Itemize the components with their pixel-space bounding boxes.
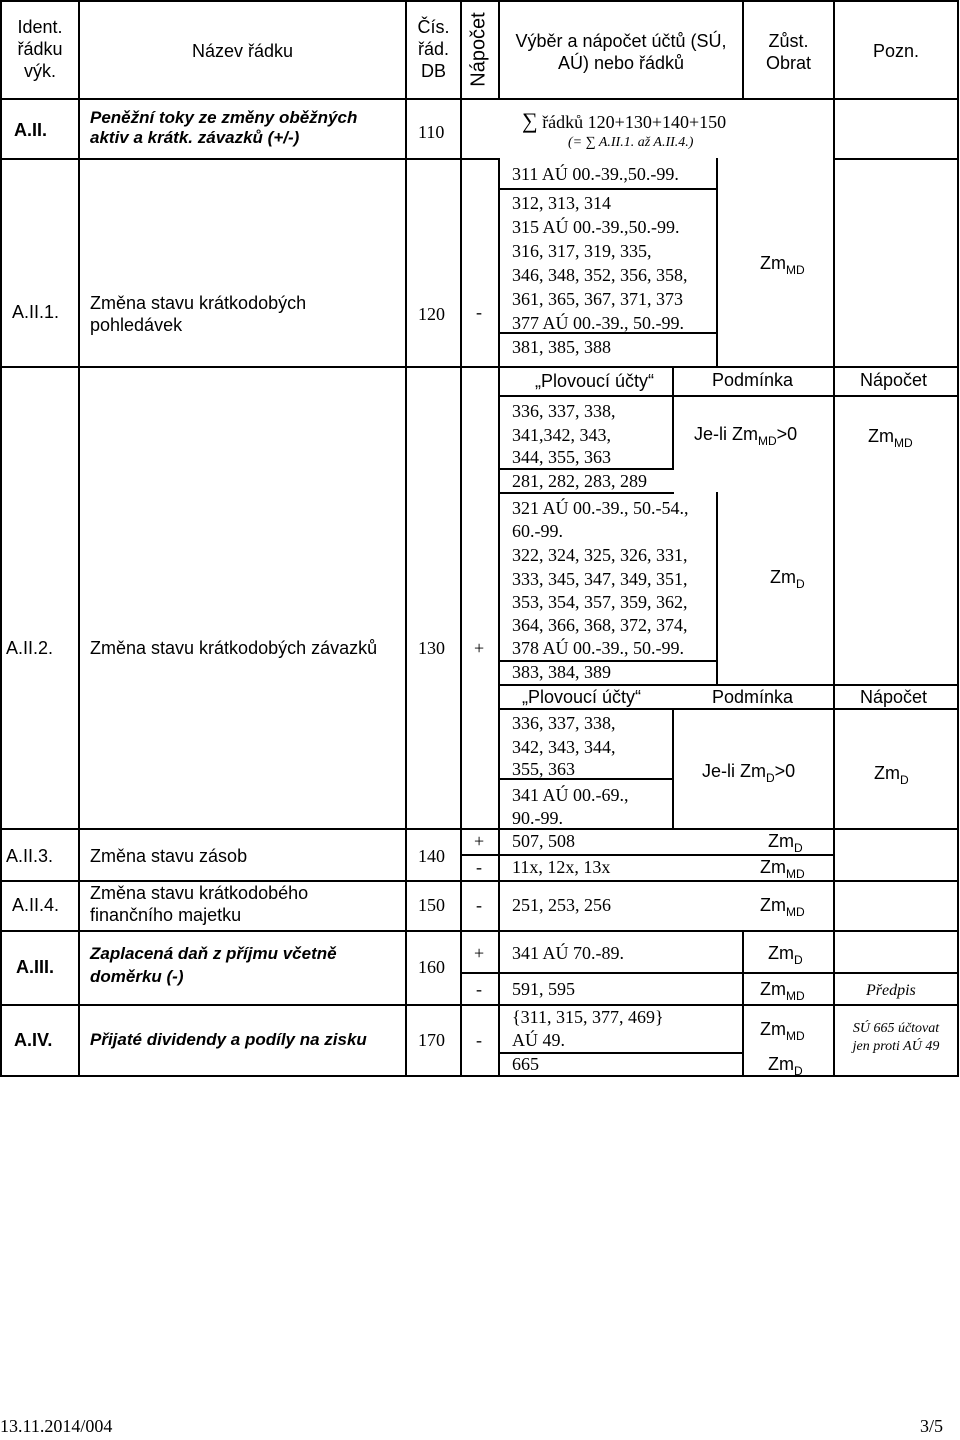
account-line: 364, 366, 368, 372, 374, [512, 615, 688, 635]
row-ident: A.II.2. [6, 638, 54, 658]
row-sign: + [474, 638, 485, 658]
row-name: Zaplacená daň z příjmu včetně doměrku (-) [90, 944, 337, 986]
balance-type: $Zm_{MD}$ [760, 1019, 805, 1043]
float-header-condition: Podmínka [712, 687, 794, 707]
note: SÚ 665 účtovat jen proti AÚ 49 [852, 1021, 940, 1054]
row-number: 170 [418, 1030, 445, 1050]
row-name: Peněžní toky ze změny oběžných aktiv a krátk. závazků (+/-) [90, 108, 358, 147]
header-napocet: Nápočet [467, 12, 490, 87]
float-header-condition: Podmínka [712, 370, 794, 390]
account-line: AÚ 49. [512, 1030, 565, 1050]
header-nazev: Název řádku [191, 41, 294, 61]
row-number: 140 [418, 846, 445, 866]
account-line: 315 AÚ 00.-39.,50.-99. [512, 217, 680, 237]
sigma-icon: ∑ [522, 108, 538, 133]
account-line: 377 AÚ 00.-39., 50.-99. [512, 313, 684, 333]
row-sign: + [474, 831, 485, 851]
account-line: 333, 345, 347, 349, 351, [512, 569, 688, 589]
account-line: 311 AÚ 00.-39.,50.-99. [512, 164, 679, 184]
row-name: Změna stavu krátkodobého finančního majetku [90, 883, 309, 925]
header-ident: Ident. řádku výk. [17, 17, 63, 81]
account-line: 353, 354, 357, 359, 362, [512, 592, 688, 612]
account-line: 381, 385, 388 [512, 337, 611, 357]
sum-note: (= ∑ A.II.1. až A.II.4.) [568, 135, 694, 150]
balance-type: $Zm_D$ [768, 831, 803, 855]
row-ident: A.II.4. [12, 895, 60, 915]
sum-selection: ∑ řádků 120+130+140+150 [522, 108, 727, 133]
row-name: Změna stavu krátkodobých závazků [90, 638, 378, 658]
row-ident: A.II.1. [12, 302, 60, 322]
row-number: 130 [418, 638, 445, 658]
account-line: 60.-99. [512, 521, 563, 541]
row-ident: A.II.3. [6, 846, 54, 866]
account-line: 312, 313, 314 [512, 193, 611, 213]
balance-type: $Zm_{MD}$ [760, 253, 805, 277]
row-number: 150 [418, 895, 445, 915]
account-line: 316, 317, 319, 335, [512, 241, 652, 261]
header-zust: Zůst. Obrat [765, 31, 812, 73]
account-line: 11x, 12x, 13x [512, 857, 611, 877]
header-vyber: Výběr a nápočet účtů (SÚ, AÚ) nebo řádků [515, 31, 727, 73]
footer-page: 3/5 [920, 1416, 944, 1436]
float-header-accounts: „Plovoucí účty“ [535, 371, 655, 391]
row-ident: A.IV. [14, 1030, 53, 1050]
balance-type: $Zm_D$ [768, 1054, 803, 1078]
balance-type: $Zm_{MD}$ [760, 979, 805, 1003]
float-header-sum: Nápočet [860, 687, 928, 707]
row-sign: + [474, 943, 485, 963]
row-ident: A.III. [16, 957, 55, 977]
balance-type: $Zm_D$ [768, 943, 803, 967]
float-header-sum: Nápočet [860, 370, 928, 390]
float-condition: Je-li $Zm_{MD}>0$ [694, 424, 798, 448]
account-line: 383, 384, 389 [512, 662, 611, 682]
account-line: {311, 315, 377, 469} [512, 1007, 664, 1027]
float-account-line: 344, 355, 363 [512, 447, 611, 467]
float-account-line: 336, 337, 338, [512, 713, 616, 733]
header-pozn: Pozn. [872, 41, 920, 61]
float-header-accounts: „Plovoucí účty“ [522, 687, 642, 707]
row-sign: - [476, 1030, 482, 1050]
account-line: 507, 508 [512, 831, 575, 851]
row-name: Změna stavu krátkodobých pohledávek [90, 293, 307, 335]
balance-type: $Zm_{MD}$ [760, 857, 805, 881]
row-sign: - [476, 895, 482, 915]
float-result: $Zm_D$ [874, 763, 909, 787]
row-sign: - [476, 979, 482, 999]
account-line: 378 AÚ 00.-39., 50.-99. [512, 638, 684, 658]
account-line: 341 AÚ 70.-89. [512, 943, 624, 963]
row-sign: - [476, 302, 482, 322]
row-sign: - [476, 857, 482, 877]
account-line: 346, 348, 352, 356, 358, [512, 265, 688, 285]
row-number: 160 [418, 957, 445, 977]
row-name: Změna stavu zásob [90, 846, 248, 866]
note: Předpis [866, 982, 916, 999]
row-number: 110 [418, 122, 445, 142]
balance-type: $Zm_D$ [770, 567, 805, 591]
balance-type: $Zm_{MD}$ [760, 895, 805, 919]
account-line: 361, 365, 367, 371, 373 [512, 289, 683, 309]
row-number: 120 [418, 304, 445, 324]
account-line: 251, 253, 256 [512, 895, 611, 915]
float-account-line: 341 AÚ 00.-69., [512, 785, 629, 805]
account-line: 665 [512, 1054, 539, 1074]
float-result: $Zm_{MD}$ [868, 426, 913, 450]
header-cis: Čís. řád. DB [417, 17, 450, 81]
account-line: 591, 595 [512, 979, 575, 999]
float-condition: Je-li $Zm_D>0$ [702, 761, 796, 785]
footer-date: 13.11.2014/004 [0, 1416, 113, 1436]
account-line: 281, 282, 283, 289 [512, 471, 647, 491]
float-account-line: 90.-99. [512, 808, 563, 828]
float-account-line: 342, 343, 344, [512, 737, 616, 757]
row-name: Přijaté dividendy a podíly na zisku [90, 1030, 367, 1049]
float-account-line: 341,342, 343, [512, 425, 611, 445]
account-line: 322, 324, 325, 326, 331, [512, 545, 688, 565]
account-line: 321 AÚ 00.-39., 50.-54., [512, 498, 689, 518]
row-ident: A.II. [14, 120, 48, 140]
float-account-line: 336, 337, 338, [512, 401, 616, 421]
float-account-line: 355, 363 [512, 759, 575, 779]
